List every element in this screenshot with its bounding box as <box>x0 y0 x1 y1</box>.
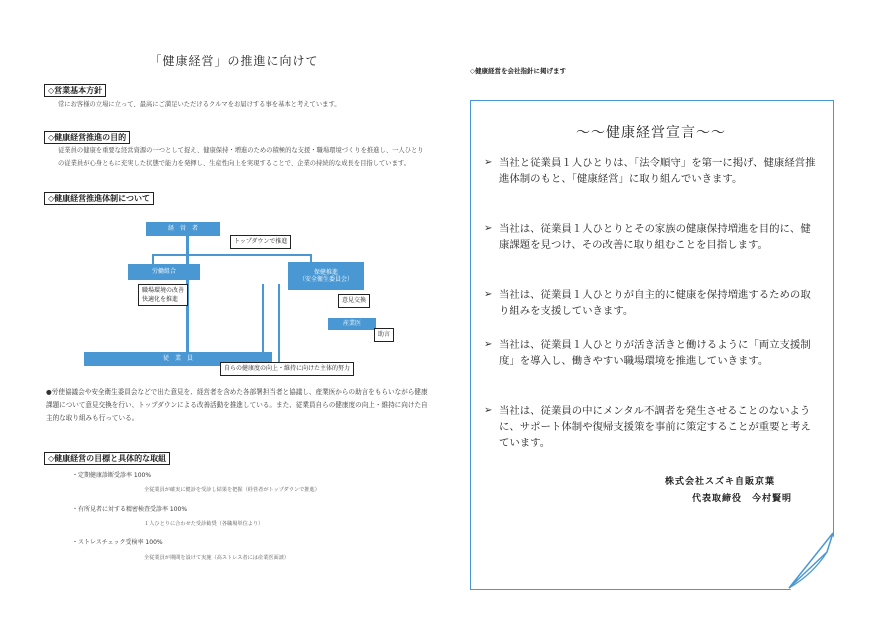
purpose-text: 従業員の健康を重要な経営資源の一つとして捉え、健康保持・増進のための積極的な支援・職場環境づくりを推進し、一人ひとりの従業員が心身ともに充実した状態で能力を発揮し、生産性向上を実現することで、企業の持続的な成長を目指しています。 <box>58 147 424 167</box>
arrow-bullet-icon: ➢ <box>484 405 493 416</box>
goal-detail: １人ひとりに合わせた受診勧奨（各職場単位より） <box>144 521 264 527</box>
representative-name: 代表取締役 今村賢明 <box>692 494 793 504</box>
goal-detail: 全従業員が期間を設けて実施（高ストレス者には産業医面談） <box>144 555 290 561</box>
org-note-small: 助言 <box>374 328 394 342</box>
org-connector-right-down <box>278 284 280 364</box>
arrow-bullet-icon: ➢ <box>484 157 493 168</box>
goal-item: ・有所見者に対する精密検査受診率 100% <box>72 506 188 513</box>
declaration-item: ➢ 当社は、従業員１人ひとりが活き活きと働けるように「両立支援制度」を導入し、働きやすい職場環境を推進していきます。 <box>484 339 811 368</box>
arrow-bullet-icon: ➢ <box>484 339 493 350</box>
declaration-title: 〜〜健康経営宣言〜〜 <box>576 125 726 141</box>
document-title: 「健康経営」の推進に向けて <box>149 54 319 68</box>
org-note-right: 意見交換 <box>338 294 370 308</box>
company-name: 株式会社スズキ自販京葉 <box>665 477 776 487</box>
org-note-left: 職場環境の改善 快適化を推進 <box>138 284 188 306</box>
declaration-item: ➢ 当社は、従業員の中にメンタル不調者を発生させることのないように、サポート体制や復帰支援策を事前に策定することが重要と考えています。 <box>484 405 811 450</box>
org-box-small: 産業医 <box>328 318 376 330</box>
org-box-bottom: 従 業 員 <box>84 352 272 366</box>
section-heading-structure: ◇健康経営推進体制について <box>44 192 154 205</box>
goal-item: ・ストレスチェック受検率 100% <box>72 539 163 546</box>
org-note-top: トップダウンで推進 <box>230 235 291 249</box>
policy-text: 常にお客様の立場に立って、最高にご満足いただけるクルマをお届けする事を基本と考えています。 <box>58 101 341 108</box>
declaration-item: ➢ 当社は、従業員１人ひとりとその家族の健康保持増進を目的に、健康課題を見つけ、その改善に取り組むことを目指します。 <box>484 223 811 252</box>
section-heading-goals: ◇健康経営の目標と具体的な取組 <box>44 452 170 465</box>
arrow-bullet-icon: ➢ <box>484 289 493 300</box>
org-connector-horizontal <box>152 254 310 256</box>
section-heading-policy: ◇営業基本方針 <box>44 84 106 97</box>
org-chart <box>128 222 398 372</box>
org-description: ●労使協議会や安全衛生委員会などで出た意見を、経営者を含めた各部署担当者と協議し、産業医からの助言をもらいながら健康課題について意見交換を行い、トップダウンによる改善活動を推進している。また、従業員自らの健康度の向上・維持に向けた自主的な取り組みも行っている。 <box>46 388 428 422</box>
declaration-caption: ◇健康経営を会社指針に掲げます <box>470 67 566 75</box>
declaration-item: ➢ 当社は、従業員１人ひとりが自主的に健康を保持増進するための取り組みを支援していきます。 <box>484 289 811 318</box>
goal-detail: 全従業員が確実に健診を受診し結果を把握（経営者がトップダウンで推進） <box>144 487 320 493</box>
org-note-bottom: 自らの健康度の向上・維持に向けた主体的努力 <box>220 362 354 376</box>
org-box-top: 経 営 者 <box>146 222 220 236</box>
org-box-right: 保健推進 （安全衛生委員会） <box>288 262 364 290</box>
arrow-bullet-icon: ➢ <box>484 223 493 234</box>
section-heading-purpose: ◇健康経営推進の目的 <box>44 131 130 144</box>
org-box-left: 労働組合 <box>128 264 200 280</box>
goal-item: ・定期健康診断受診率 100% <box>72 472 152 479</box>
declaration-item: ➢ 当社と従業員１人ひとりは、「法令順守」を第一に掲げ、健康経営推進体制のもと、「健康経営」に取り組んでいきます。 <box>484 157 816 186</box>
page-curl-icon <box>783 532 835 590</box>
